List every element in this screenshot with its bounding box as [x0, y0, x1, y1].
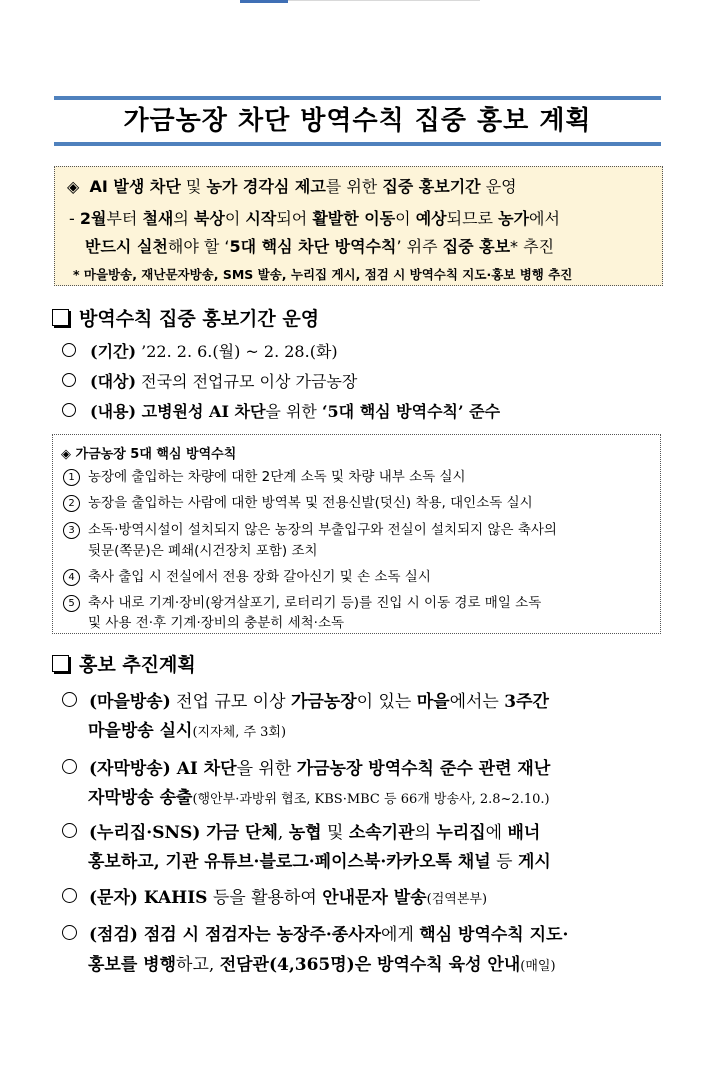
circle-bullet-icon	[62, 373, 76, 387]
plan-item-continued: 홍보를 병행하고, 전담관(4,365명)은 방역수칙 육성 안내(매일)	[88, 955, 556, 975]
list-item: (대상) 전국의 전업규모 이상 가금농장	[62, 370, 357, 394]
circle-bullet-icon	[62, 343, 76, 357]
plan-item: (문자) KAHIS 등을 활용하여 안내문자 발송(검역본부)	[62, 885, 487, 913]
summary-footnote: * 마을방송, 재난문자방송, SMS 발송, 누리집 게시, 점검 시 방역수칙 지도·홍보 병행 추진	[73, 267, 573, 282]
core-rules-box	[52, 434, 661, 634]
plan-item: (점검) 점검 시 점검자는 농장주·종사자에게 핵심 방역수칙 지도·	[62, 922, 568, 948]
circled-number-icon: 1	[63, 469, 80, 486]
circle-bullet-icon	[62, 823, 77, 838]
title-bottom-rule	[54, 142, 661, 146]
circled-number-icon: 4	[63, 569, 80, 586]
circled-number-icon: 2	[63, 495, 80, 512]
circle-bullet-icon	[62, 925, 77, 940]
rule-item: 2 농장을 출입하는 사람에 대한 방역복 및 전용신발(덧신) 착용, 대인소독 실시	[63, 492, 533, 514]
list-item: (내용) 고병원성 AI 차단을 위한 ‘5대 핵심 방역수칙’ 준수	[62, 400, 500, 424]
rule-item: 3 소독·방역시설이 설치되지 않은 농장의 부출입구와 전실이 설치되지 않은 축사의	[63, 519, 557, 541]
summary-line-2: - 2월부터 철새의 북상이 시작되어 활발한 이동이 예상되므로 농가에서	[69, 209, 560, 228]
circled-number-icon: 3	[63, 522, 80, 539]
rule-item: 4 축사 출입 시 전실에서 전용 장화 갈아신기 및 손 소독 실시	[63, 566, 431, 588]
title-box	[54, 96, 661, 146]
title-top-rule	[54, 96, 661, 100]
rule-item-continued: 뒷문(쪽문)은 폐쇄(시건장치 포함) 조치	[88, 543, 318, 559]
summary-box	[54, 166, 663, 286]
section-heading-promo-period: 방역수칙 집중 홍보기간 운영	[52, 306, 319, 332]
plan-item: (마을방송) 전업 규모 이상 가금농장이 있는 마을에서는 3주간	[62, 689, 549, 715]
rule-item: 5 축사 내로 기계·장비(왕겨살포기, 로터리기 등)를 진입 시 이동 경로 매일 소독	[63, 592, 541, 614]
checkbox-square-icon	[52, 309, 69, 326]
page-title: 가금농장 차단 방역수칙 집중 홍보 계획	[123, 106, 592, 136]
top-tab-line	[288, 0, 480, 1]
circle-bullet-icon	[62, 692, 77, 707]
plan-item: (누리집·SNS) 가금 단체, 농협 및 소속기관의 누리집에 배너	[62, 820, 540, 846]
summary-line-1: ◈ AI 발생 차단 및 농가 경각심 제고를 위한 집중 홍보기간 운영	[67, 177, 517, 196]
top-tab-indicator	[240, 0, 288, 3]
circle-bullet-icon	[62, 888, 77, 903]
rule-item: 1 농장에 출입하는 차량에 대한 2단계 소독 및 차량 내부 소독 실시	[63, 466, 466, 488]
plan-item-continued: 마을방송 실시(지자체, 주 3회)	[88, 721, 287, 741]
rule-item-continued: 및 사용 전·후 기계·장비의 충분히 세척·소독	[88, 615, 345, 631]
rules-heading: ◈ 가금농장 5대 핵심 방역수칙	[61, 447, 237, 462]
checkbox-square-icon	[52, 655, 69, 672]
circle-bullet-icon	[62, 403, 76, 417]
summary-line-3: 반드시 실천해야 할 ‘5대 핵심 차단 방역수칙’ 위주 집중 홍보* 추진	[85, 237, 555, 256]
section-heading-promo-plan: 홍보 추진계획	[52, 652, 196, 678]
plan-item: (자막방송) AI 차단을 위한 가금농장 방역수칙 준수 관련 재난	[62, 756, 550, 782]
circled-number-icon: 5	[63, 595, 80, 612]
diamond-bullet-icon: ◈	[67, 177, 80, 196]
plan-item-continued: 자막방송 송출(행안부·과방위 협조, KBS·MBC 등 66개 방송사, 2.8~2.10.)	[88, 788, 550, 808]
list-item: (기간) ’22. 2. 6.(월) ~ 2. 28.(화)	[62, 340, 338, 364]
plan-item-continued: 홍보하고, 기관 유튜브·블로그·페이스북·카카오톡 채널 등 게시	[88, 852, 551, 872]
circle-bullet-icon	[62, 759, 77, 774]
